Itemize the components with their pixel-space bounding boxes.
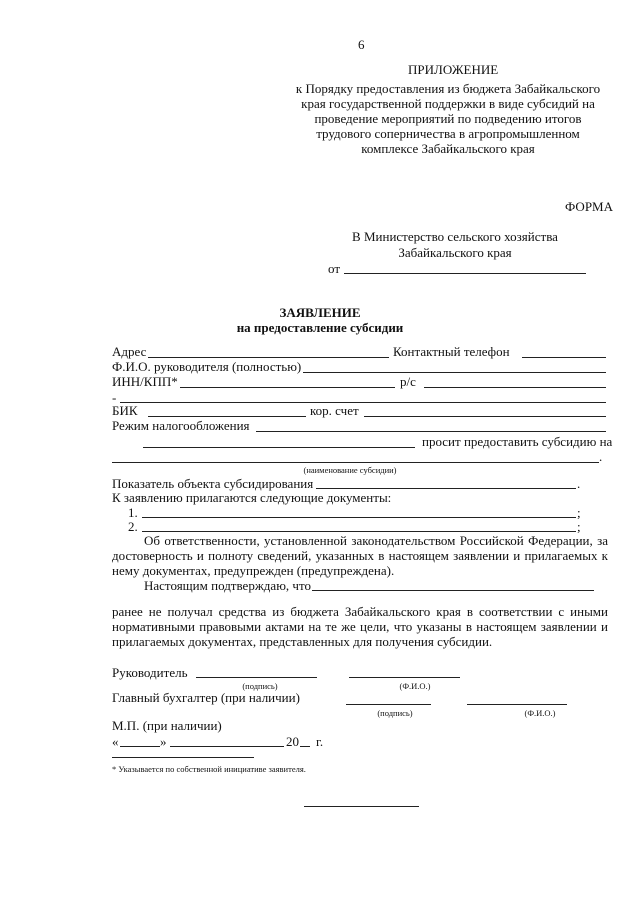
doc-number-2: 2.: [128, 519, 138, 534]
date-close-quote: »: [160, 734, 167, 749]
indicator-field[interactable]: [316, 488, 576, 489]
head-name-field[interactable]: [303, 372, 606, 373]
appendix-line: к Порядку предоставления из бюджета Забайкальского: [295, 81, 601, 96]
doc-field-2[interactable]: [142, 531, 576, 532]
head-signature-field[interactable]: [196, 677, 317, 678]
phone-label: Контактный телефон: [393, 344, 510, 359]
form-label: ФОРМА: [565, 199, 613, 214]
tax-regime-label: Режим налогообложения: [112, 418, 250, 433]
closing-line: [304, 806, 419, 807]
bik-label: БИК: [112, 403, 138, 418]
dash-label: -: [112, 390, 117, 405]
head-sign-caption: (подпись): [242, 681, 278, 691]
accountant-signature-field[interactable]: [346, 704, 431, 705]
doc-number-1: 1.: [128, 505, 138, 520]
year-field[interactable]: [300, 746, 310, 747]
confirm-paragraph: ранее не получал средства из бюджета Забайкальского края в соответствии с иными нормативными правовыми актами на те же цели, что указаны в настоящем заявлении и прилагаемых документах, представленных для получения субсидии.: [112, 604, 608, 649]
confirm-label: Настоящим подтверждаю, что: [144, 578, 311, 593]
account-field[interactable]: [424, 387, 606, 388]
inn-kpp-field[interactable]: [180, 387, 395, 388]
head-name-label: Ф.И.О. руководителя (полностью): [112, 359, 302, 374]
appendix-line: комплексе Забайкальского края: [361, 141, 535, 156]
seal-label: М.П. (при наличии): [112, 718, 222, 733]
indicator-end: .: [577, 476, 581, 491]
date-open-quote: «: [112, 734, 119, 749]
phone-field[interactable]: [522, 357, 606, 358]
head-name-caption: (Ф.И.О.): [399, 681, 431, 691]
appendix-line: трудового соперничества в агропромышленном: [316, 126, 580, 141]
extra-field[interactable]: [120, 402, 606, 403]
inn-kpp-label: ИНН/КПП*: [112, 374, 178, 389]
doc-end-1: ;: [577, 505, 581, 520]
doc-field-1[interactable]: [142, 517, 576, 518]
addressee-line1: В Министерство сельского хозяйства: [352, 229, 558, 244]
accountant-name-caption: (Ф.И.О.): [524, 708, 556, 718]
address-label: Адрес: [112, 344, 147, 359]
appendix-title: ПРИЛОЖЕНИЕ: [408, 62, 499, 77]
accountant-label: Главный бухгалтер (при наличии): [112, 690, 300, 705]
address-field[interactable]: [148, 357, 389, 358]
head-label: Руководитель: [112, 665, 188, 680]
from-field[interactable]: [344, 273, 586, 274]
document-subtitle: на предоставление субсидии: [236, 320, 404, 335]
page-number: 6: [358, 37, 365, 52]
footnote: * Указывается по собственной инициативе заявителя.: [112, 764, 306, 774]
footnote-divider: [112, 757, 254, 758]
attached-label: К заявлению прилагаются следующие документы:: [112, 490, 392, 505]
corr-account-label: кор. счет: [310, 403, 359, 418]
subsidy-name-field[interactable]: [112, 462, 599, 463]
bik-field[interactable]: [148, 416, 306, 417]
accountant-name-field[interactable]: [467, 704, 567, 705]
year-suffix: г.: [316, 734, 324, 749]
tax-regime-field[interactable]: [256, 431, 606, 432]
confirm-field[interactable]: [312, 590, 594, 591]
document-title: ЗАЯВЛЕНИЕ: [279, 305, 361, 320]
responsibility-paragraph: Об ответственности, установленной законодательством Российской Федерации, за достоверность и полноту сведений, указанных в настоящем заявлении и прилагаемых к нему документах, предупрежден (предупреждена).: [112, 533, 608, 578]
doc-end-2: ;: [577, 519, 581, 534]
request-label: просит предоставить субсидию на: [422, 434, 613, 449]
head-name-field-sig[interactable]: [349, 677, 460, 678]
subsidy-caption: (наименование субсидии): [303, 465, 397, 475]
day-field[interactable]: [120, 746, 160, 747]
corr-account-field[interactable]: [364, 416, 606, 417]
year-prefix: 20: [286, 734, 299, 749]
month-field[interactable]: [170, 746, 284, 747]
applicant-field[interactable]: [143, 447, 415, 448]
addressee-line2: Забайкальского края: [398, 245, 512, 260]
appendix-line: проведение мероприятий по подведению итогов: [314, 111, 582, 126]
period-mark: .: [599, 449, 603, 464]
accountant-sign-caption: (подпись): [377, 708, 413, 718]
indicator-label: Показатель объекта субсидирования: [112, 476, 314, 491]
from-label: от: [328, 261, 341, 276]
appendix-line: края государственной поддержки в виде субсидий на: [301, 96, 595, 111]
account-label: р/с: [400, 374, 416, 389]
